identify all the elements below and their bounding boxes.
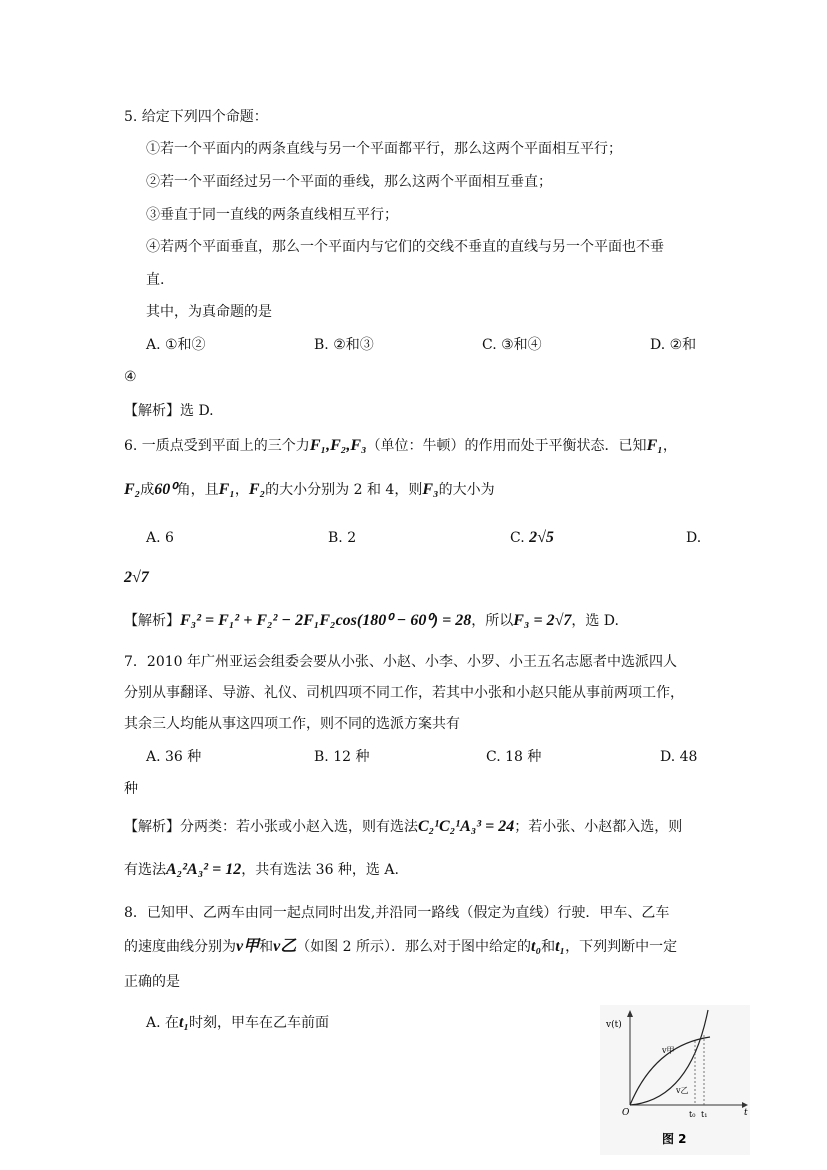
q8-text: ，下列判断中一定 <box>565 939 678 955</box>
q7-option-c: C. 18 种 <box>486 749 542 765</box>
q7-line-1: 7．2010 年广州亚运会组委会要从小张、小赵、小李、小罗、小王五名志愿者中选派四人 <box>124 654 677 670</box>
q6-text: 角，且 <box>176 482 219 498</box>
q7-answer-text: ，共有选法 36 种，选 A. <box>241 862 399 878</box>
q6-option-c <box>510 528 554 548</box>
q7-answer-text: 有选法 <box>124 862 166 878</box>
q8-v1: v甲 <box>236 938 260 955</box>
q6-text: 的大小为 <box>438 482 495 498</box>
q6-line-1: 6. 一质点受到平面上的三个力F₁,F₂,F₃（单位：牛顿）的作用而处于平衡状态．已知F₁， <box>124 437 677 454</box>
q6-f3: F₃ <box>422 481 439 498</box>
q6-option-c-label: C. <box>510 530 525 546</box>
q5-stem: 5. 给定下列四个命题： <box>124 109 268 125</box>
q5-proposition-1: ①若一个平面内的两条直线与另一个平面都平行，那么这两个平面相互平行； <box>146 141 622 157</box>
q8-v2: v乙 <box>273 938 297 955</box>
q6-f1: F₁ <box>218 481 235 498</box>
q6-option-d-value: 2√7 <box>124 569 149 586</box>
q6-option-a: A. 6 <box>146 530 174 546</box>
q6-f2: F₂ <box>248 481 266 498</box>
q7-line-3: 其余三人均能从事这四项工作，则不同的选派方案共有 <box>124 716 460 732</box>
origin-label: O <box>622 1108 630 1118</box>
q8-text: 和 <box>541 939 556 955</box>
q6-angle: 60⁰ <box>154 481 177 498</box>
q5-proposition-3: ③垂直于同一直线的两条直线相互平行； <box>146 207 398 223</box>
velocity-figure <box>600 1005 750 1155</box>
q7-answer-text: 【解析】分两类：若小张或小赵入选，则有选法 <box>124 819 418 835</box>
q8-t0: t₀ <box>531 938 542 955</box>
q5-proposition-2: ②若一个平面经过另一个平面的垂线，那么这两个平面相互垂直； <box>146 174 552 190</box>
q6-line-2 <box>124 480 495 500</box>
t1-tick-label: t₁ <box>701 1110 708 1119</box>
q6-answer-formula: F₃² = F₁² + F₂² − 2F₁F₂cos(180⁰ − 60⁰) = 28 <box>180 612 472 629</box>
q6-option-b: B. 2 <box>328 530 357 546</box>
q6-text: ， <box>234 482 249 498</box>
y-axis-label: v(t) <box>606 1020 622 1030</box>
q7-formula-2: A₂²A₃² = 12 <box>166 861 242 878</box>
q7-answer <box>124 817 682 837</box>
q8-text: 时刻，甲车在乙车前面 <box>189 1015 330 1031</box>
q8-line-1: 8．已知甲、乙两车由同一起点同时出发,并沿同一路线（假定为直线）行驶．甲车、乙车 <box>124 905 670 921</box>
q8-text: （如图 2 所示）．那么对于图中给定的 <box>296 939 532 955</box>
curve-v-yi-label: v乙 <box>676 1086 689 1095</box>
q5-question: 其中，为真命题的是 <box>146 304 272 320</box>
q7-answer-2 <box>124 860 399 880</box>
q7-formula-1: C₂¹C₂¹A₃³ = 24 <box>418 818 515 835</box>
q8-line-3: 正确的是 <box>124 974 180 990</box>
t0-tick-label: t₀ <box>689 1110 696 1119</box>
q6-text: ，所以 <box>471 613 514 629</box>
q8-text: A. 在 <box>146 1015 180 1031</box>
q6-option-c-value: 2√5 <box>529 529 554 546</box>
q6-answer-result: F₃ = 2√7 <box>513 612 572 629</box>
q8-text: 的速度曲线分别为 <box>124 939 236 955</box>
q6-text: （单位：牛顿）的作用而处于平衡状态．已知 <box>366 438 647 454</box>
q5-option-a: A. ①和② <box>146 337 206 353</box>
q6-text: 的大小分别为 2 和 4，则 <box>265 482 423 498</box>
q6-answer-label: 【解析】 <box>124 613 180 629</box>
q5-option-d: D. ②和 <box>650 337 697 353</box>
q6-text: 6. 一质点受到平面上的三个力 <box>124 438 310 454</box>
q8-text: 和 <box>259 939 274 955</box>
q6-text: ，选 D. <box>571 613 619 629</box>
q7-option-d: D. 48 <box>660 749 698 765</box>
q7-line-2: 分别从事翻译、导游、礼仪、司机四项不同工作，若其中小张和小赵只能从事前两项工作， <box>124 685 684 701</box>
q5-proposition-4: ④若两个平面垂直，那么一个平面内与它们的交线不垂直的直线与另一个平面也不垂 <box>146 239 664 255</box>
q6-f1: F₁ <box>646 437 663 454</box>
q7-option-b: B. 12 种 <box>314 749 370 765</box>
curve-v-jia-label: v甲 <box>662 1046 675 1055</box>
q7-answer-text: ；若小张、小赵都入选，则 <box>514 819 683 835</box>
q5-answer: 【解析】选 D. <box>124 403 214 419</box>
q6-text: 成 <box>140 482 155 498</box>
q7-option-d-cont: 种 <box>124 781 138 797</box>
q5-option-d-cont: ④ <box>124 369 137 385</box>
q6-option-d: D. <box>686 530 702 546</box>
q5-option-c: C. ③和④ <box>482 337 542 353</box>
x-axis-label: t <box>744 1108 748 1118</box>
q6-f2: F₂ <box>124 481 141 498</box>
figure-caption: 图 2 <box>662 1132 687 1146</box>
q8-t1: t₁ <box>179 1014 190 1031</box>
q6-forces: F₁,F₂,F₃ <box>309 437 367 454</box>
q8-line-2 <box>124 937 677 957</box>
q8-t1: t₁ <box>555 938 566 955</box>
q5-proposition-4-cont: 直. <box>146 272 165 288</box>
q5-option-b: B. ②和③ <box>314 337 374 353</box>
q6-answer <box>124 611 619 631</box>
q7-option-a: A. 36 种 <box>146 749 202 765</box>
q8-option-a <box>146 1013 329 1033</box>
